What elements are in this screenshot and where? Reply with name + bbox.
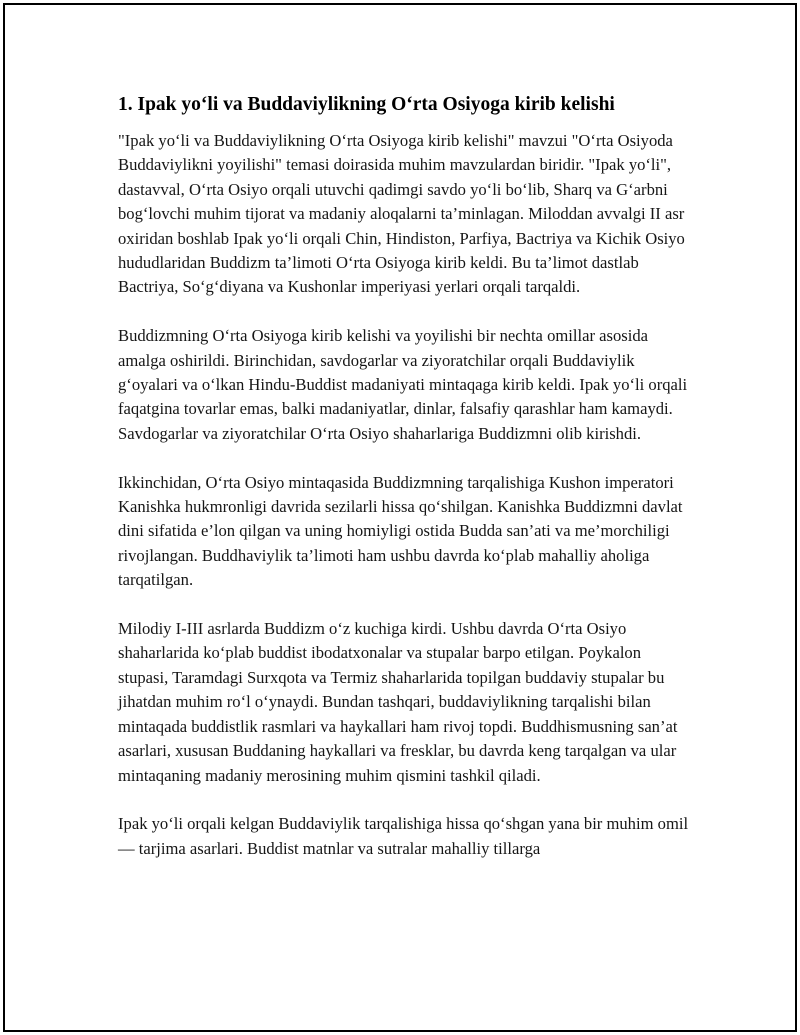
paragraph-4: Milodiy I-III asrlarda Buddizm o‘z kuchiga kirdi. Ushbu davrda O‘rta Osiyo shaharlarida ko‘plab buddist ibodatxonalar va stupalar barpo etilgan. Poykalon stupasi, Taramdagi Surxqota va Termiz shaharlarida topilgan buddaviy stupalar bu jihatdan muhim ro‘l o‘ynaydi. Bundan tashqari, buddaviylikning tarqalishi bilan mintaqada buddistlik rasmlari va haykallari ham rivoj topdi. Buddhismusning san’at asarlari, xususan Buddaning haykallari va fresklar, bu davrda keng tarqalgan va ular mintaqaning madaniy merosining muhim qismini tashkil qiladi.	[118, 619, 678, 785]
paragraph-5: Ipak yo‘li orqali kelgan Buddaviylik tarqalishiga hissa qo‘shgan yana bir muhim omil — tarjima asarlari. Buddist matnlar va sutralar mahalliy tillarga	[118, 814, 689, 858]
paragraph-2: Buddizmning O‘rta Osiyoga kirib kelishi va yoyilishi bir nechta omillar asosida amalga oshirildi. Birinchidan, savdogarlar va ziyoratchilar orqali Buddaviylik g‘oyalari va o‘lkan Hindu-Buddist madaniyati mintaqaga kirib keldi. Ipak yo‘li orqali faqatgina tovarlar emas, balki madaniyatlar, dinlar, falsafiy qarashlar ham kamaydi. Savdogarlar va ziyoratchilar O‘rta Osiyo shaharlariga Buddizmni olib kirishdi.	[118, 326, 688, 443]
paragraph-1: "Ipak yo‘li va Buddaviylikning O‘rta Osiyoga kirib kelishi" mavzui "O‘rta Osiyoda Buddaviylikni yoyilishi" temasi doirasida muhim mavzulardan biridir. "Ipak yo‘li", dastavval, O‘rta Osiyo orqali utuvchi qadimgi savdo yo‘li bo‘lib, Sharq va G‘arbni bog‘lovchi muhim tijorat va madaniy aloqalarni ta’minlagan. Miloddan avvalgi II asr oxiridan boshlab Ipak yo‘li orqali Chin, Hindiston, Parfiya, Bactriya va Kichik Osiyo hududlaridan Buddizm ta’limoti O‘rta Osiyoga kirib keldi. Bu ta’limot dastlab Bactriya, So‘g‘diyana va Kushonlar imperiyasi yerlari orqali tarqaldi.	[118, 131, 685, 297]
document-title: 1. Ipak yo‘li va Buddaviylikning O‘rta Osiyoga kirib kelishi	[118, 94, 615, 115]
document-body	[118, 92, 690, 886]
paragraph-3: Ikkinchidan, O‘rta Osiyo mintaqasida Buddizmning tarqalishiga Kushon imperatori Kanishka hukmronligi davrida sezilarli hissa qo‘shilgan. Kanishka Buddizmni davlat dini sifatida e’lon qilgan va uning homiyligi ostida Budda san’ati va me’morchiligi rivojlangan. Buddhaviylik ta’limoti ham ushbu davrda ko‘plab mahalliy aholiga tarqatilgan.	[118, 472, 683, 590]
